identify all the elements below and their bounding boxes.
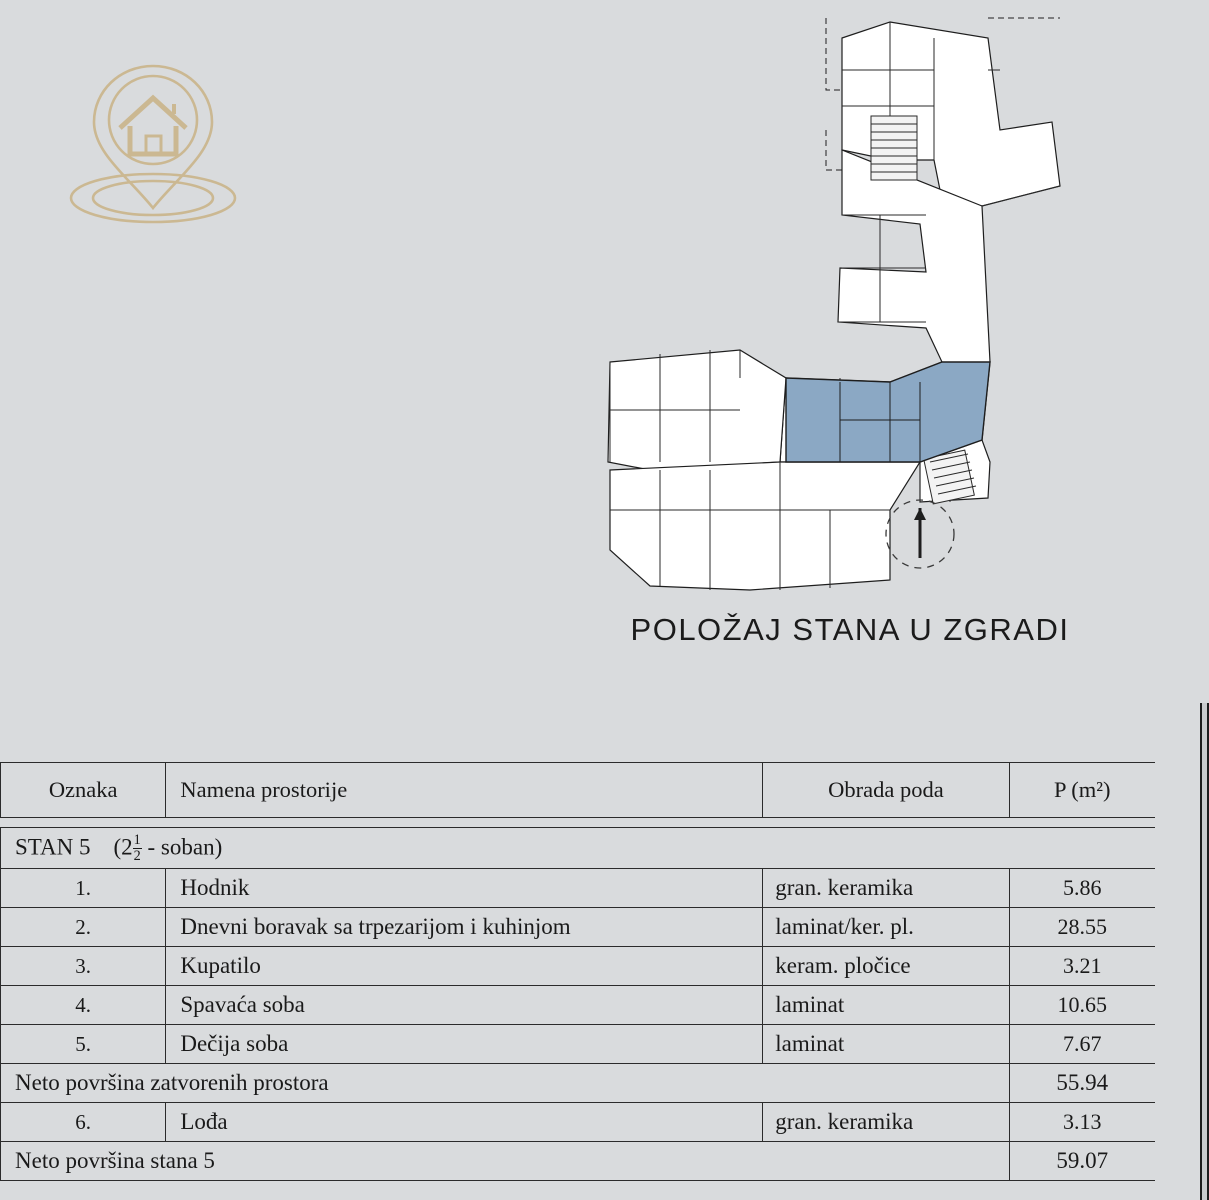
row-name: Kupatilo xyxy=(166,947,763,986)
table-spacer-row xyxy=(1,818,1156,828)
row-area: 3.21 xyxy=(1009,947,1155,986)
row-no: 3. xyxy=(1,947,166,986)
unit-title-suffix: - soban) xyxy=(147,834,223,860)
row-no: 6. xyxy=(1,1103,166,1142)
header-obrada: Obrada poda xyxy=(763,763,1009,818)
table-row xyxy=(1,1103,1156,1142)
header-povrsina: P (m²) xyxy=(1009,763,1155,818)
unit-title-open: (2 xyxy=(113,834,133,860)
subtotal-row xyxy=(1,1064,1156,1103)
row-name: Dečija soba xyxy=(166,1025,763,1064)
highlighted-apartment xyxy=(786,362,990,462)
row-name: Hodnik xyxy=(166,869,763,908)
row-area: 10.65 xyxy=(1009,986,1155,1025)
unit-fraction xyxy=(133,833,142,863)
row-area: 3.13 xyxy=(1009,1103,1155,1142)
total-label: Neto površina stana 5 xyxy=(1,1142,1010,1181)
fraction-denominator: 2 xyxy=(133,847,141,864)
header-oznaka: Oznaka xyxy=(1,763,166,818)
total-row xyxy=(1,1142,1156,1181)
row-area: 28.55 xyxy=(1009,908,1155,947)
row-floor: gran. keramika xyxy=(763,1103,1009,1142)
table-row xyxy=(1,869,1156,908)
row-name: Dnevni boravak sa trpezarijom i kuhinjom xyxy=(166,908,763,947)
unit-title xyxy=(1,828,1156,869)
row-no: 1. xyxy=(1,869,166,908)
row-floor: keram. pločice xyxy=(763,947,1009,986)
keyplan-caption: POLOŽAJ STANA U ZGRADI xyxy=(630,612,1070,647)
table-row xyxy=(1,986,1156,1025)
row-floor: laminat xyxy=(763,1025,1009,1064)
row-floor: gran. keramika xyxy=(763,869,1009,908)
row-no: 2. xyxy=(1,908,166,947)
fraction-numerator: 1 xyxy=(133,832,141,849)
table-header-row xyxy=(1,763,1156,818)
table-row xyxy=(1,1025,1156,1064)
subtotal-area: 55.94 xyxy=(1009,1064,1155,1103)
apartment-spec-table xyxy=(0,762,1155,1181)
unit-title-row xyxy=(1,828,1156,869)
house-pin-logo xyxy=(58,48,248,228)
row-area: 5.86 xyxy=(1009,869,1155,908)
row-no: 5. xyxy=(1,1025,166,1064)
row-floor: laminat/ker. pl. xyxy=(763,908,1009,947)
unit-title-prefix: STAN 5 xyxy=(15,834,91,860)
table-row xyxy=(1,908,1156,947)
row-area: 7.67 xyxy=(1009,1025,1155,1064)
right-edge-strip-inner xyxy=(1202,703,1207,1200)
row-name: Lođa xyxy=(166,1103,763,1142)
subtotal-label: Neto površina zatvorenih prostora xyxy=(1,1064,1010,1103)
row-floor: laminat xyxy=(763,986,1009,1025)
total-area: 59.07 xyxy=(1009,1142,1155,1181)
row-name: Spavaća soba xyxy=(166,986,763,1025)
building-key-plan xyxy=(590,10,1110,610)
table-row xyxy=(1,947,1156,986)
north-arrow xyxy=(886,500,954,568)
row-no: 4. xyxy=(1,986,166,1025)
header-namena: Namena prostorije xyxy=(166,763,763,818)
